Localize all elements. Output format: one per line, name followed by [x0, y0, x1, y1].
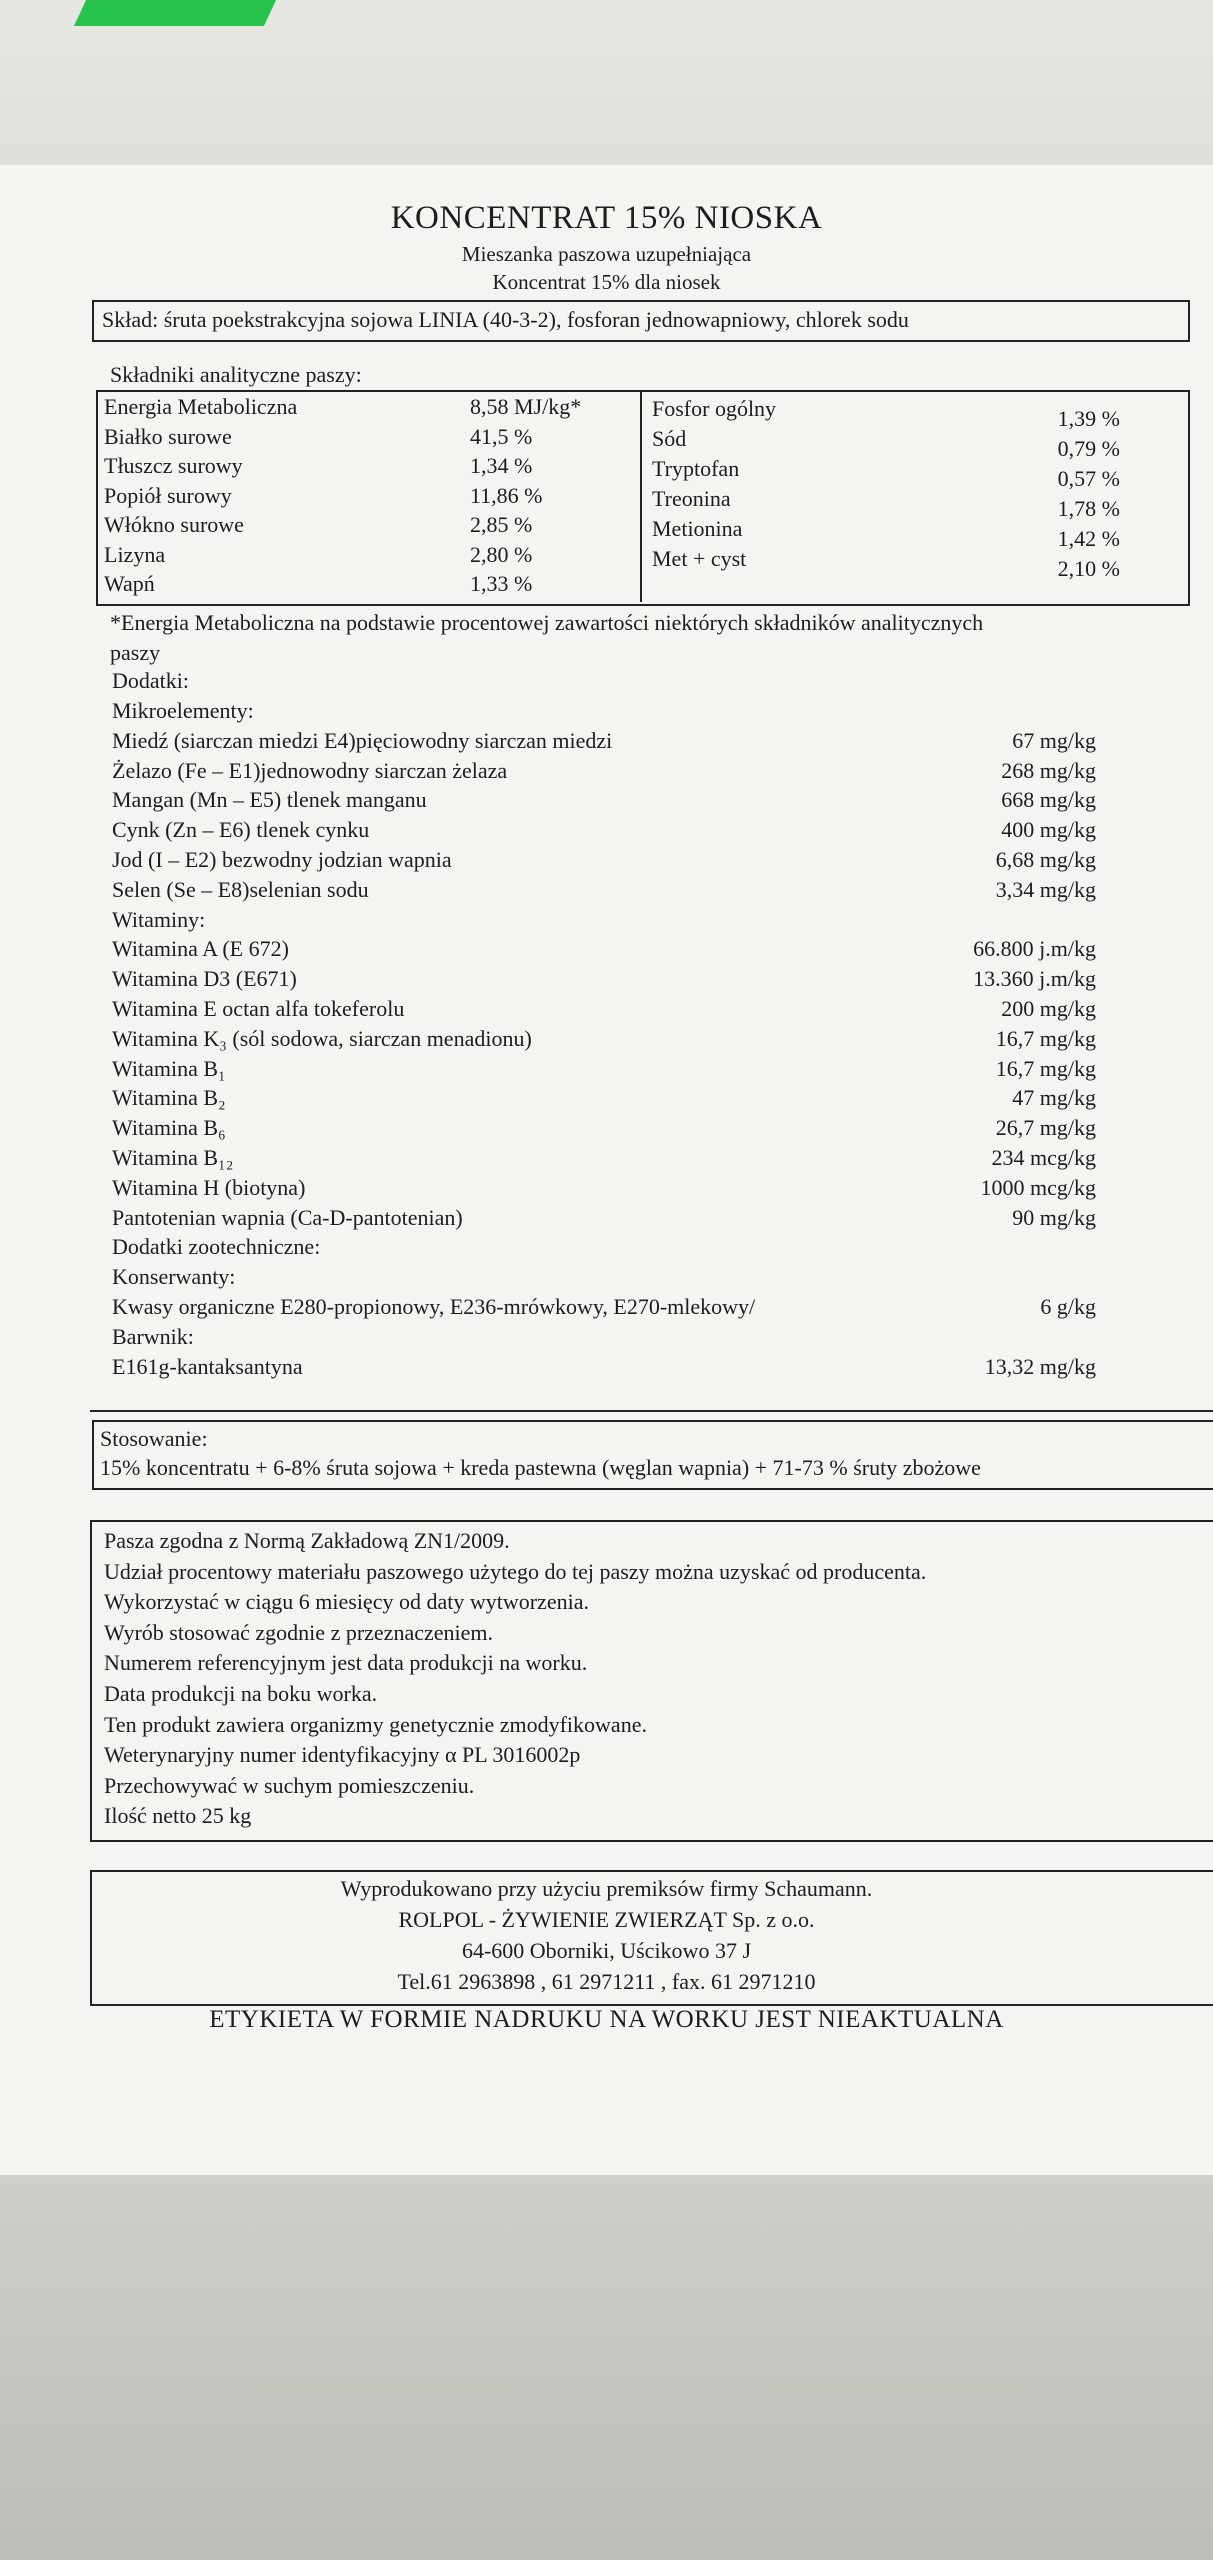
additive-name: Witamina D3 (E671)	[112, 966, 297, 992]
additive-value: 668 mg/kg	[1001, 787, 1096, 813]
additive-value: 67 mg/kg	[1012, 727, 1096, 753]
usage-text: 15% koncentratu + 6-8% śruta sojowa + kreda pastewna (węglan wapnia) + 71-73 % śruty zbożowe	[100, 1455, 981, 1480]
additive-name: Witaminy:	[112, 906, 206, 932]
additive-value: 6,68 mg/kg	[995, 847, 1096, 872]
additive-name: Mikroelementy:	[112, 698, 254, 723]
analytical-value: 1,33 %	[470, 571, 533, 596]
additive-value: 1000 mcg/kg	[980, 1174, 1096, 1200]
analytical-value: 1,42 %	[1057, 526, 1120, 551]
analytical-name: Tłuszcz surowy	[104, 453, 243, 478]
additive-value: 13.360 j.m/kg	[973, 966, 1096, 992]
additive-name: Dodatki zootechniczne:	[112, 1234, 321, 1260]
composition-text: Skład: śruta poekstrakcyjna sojowa LINIA (40-3-2), fosforan jednowapniowy, chlorek sodu	[102, 307, 909, 332]
analytical-value: 1,39 %	[1057, 406, 1120, 431]
additive-name: Barwnik:	[112, 1323, 194, 1349]
analytical-name: Tryptofan	[652, 456, 740, 481]
additive-name: Pantotenian wapnia (Ca-D-pantotenian)	[112, 1204, 463, 1230]
note-line: Udział procentowy materiału paszowego użytego do tej paszy można uzyskać od producenta.	[104, 1558, 927, 1584]
additive-value: 6 g/kg	[1040, 1294, 1096, 1319]
additive-value: 90 mg/kg	[1012, 1204, 1096, 1230]
additive-value: 3,34 mg/kg	[995, 876, 1096, 902]
additives-heading: Dodatki:	[112, 668, 189, 693]
additive-name: Cynk (Zn – E6) tlenek cynku	[112, 817, 370, 843]
additive-name: Mangan (Mn – E5) tlenek manganu	[112, 787, 427, 813]
note-line: Wykorzystać w ciągu 6 miesięcy od daty wytworzenia.	[104, 1589, 589, 1615]
analytical-heading: Składniki analityczne paszy:	[110, 362, 362, 387]
additive-name: Jod (I – E2) bezwodny jodzian wapnia	[112, 847, 452, 872]
producer-line: Tel.61 2963898 , 61 2971211 , fax. 61 2971210	[397, 1969, 816, 1994]
additive-value: 400 mg/kg	[1001, 817, 1096, 843]
note-line: Przechowywać w suchym pomieszczeniu.	[104, 1772, 475, 1798]
analytical-name: Treonina	[652, 486, 731, 511]
additive-value: 16,7 mg/kg	[995, 1025, 1096, 1051]
analytical-value: 1,78 %	[1057, 496, 1120, 521]
note-line: Wyrób stosować zgodnie z przeznaczeniem.	[104, 1619, 493, 1645]
additive-name: Miedź (siarczan miedzi E4)pięciowodny siarczan miedzi	[112, 727, 613, 753]
footnote-line-2: paszy	[110, 640, 161, 665]
analytical-name: Popiół surowy	[104, 482, 232, 508]
analytical-name: Fosfor ogólny	[652, 396, 777, 421]
additive-name: Witamina B₂	[112, 1085, 226, 1111]
additive-value: 200 mg/kg	[1001, 996, 1096, 1021]
additive-value: 66.800 j.m/kg	[973, 936, 1096, 962]
rule-above-usage	[90, 1410, 1213, 1412]
analytical-name: Wapń	[104, 571, 155, 596]
additive-value: 26,7 mg/kg	[995, 1115, 1096, 1141]
analytical-value: 0,57 %	[1057, 466, 1120, 491]
analytical-value: 41,5 %	[470, 423, 533, 449]
green-strip	[74, 0, 276, 26]
producer-line: ROLPOL - ŻYWIENIE ZWIERZĄT Sp. z o.o.	[398, 1907, 815, 1932]
note-line: Ilość netto 25 kg	[104, 1803, 252, 1829]
additive-name: Witamina B₆	[112, 1115, 226, 1141]
subtitle-mixture: Mieszanka paszowa uzupełniająca	[461, 242, 752, 266]
analytical-value: 2,10 %	[1057, 556, 1120, 581]
additive-value: 16,7 mg/kg	[995, 1055, 1096, 1081]
analytical-name: Sód	[652, 426, 687, 451]
additive-name: Witamina B₁₂	[112, 1145, 234, 1170]
additive-name: E161g-kantaksantyna	[112, 1353, 303, 1379]
analytical-value: 8,58 MJ/kg*	[470, 394, 582, 419]
background-bottom	[0, 2170, 1213, 2560]
additive-name: Żelazo (Fe – E1)jednowodny siarczan żelaza	[112, 757, 508, 783]
composition-box	[92, 300, 1190, 342]
page-title: KONCENTRAT 15% NIOSKA	[390, 200, 823, 236]
analytical-value: 1,34 %	[470, 453, 533, 478]
note-line: Pasza zgodna z Normą Zakładową ZN1/2009.	[104, 1528, 510, 1553]
additive-value: 13,32 mg/kg	[984, 1353, 1096, 1379]
analytical-value: 0,79 %	[1057, 436, 1120, 461]
additive-name: Witamina K₃ (sól sodowa, siarczan menadionu)	[112, 1025, 532, 1051]
analytical-name: Włókno surowe	[104, 512, 244, 537]
usage-box	[92, 1420, 1213, 1490]
additive-name: Witamina E octan alfa tokeferolu	[112, 996, 405, 1021]
analytical-name: Białko surowe	[104, 423, 232, 449]
producer-line: Wyprodukowano przy użyciu premiksów firmy Schaumann.	[340, 1876, 873, 1901]
disclaimer: ETYKIETA W FORMIE NADRUKU NA WORKU JEST NIEAKTUALNA	[209, 2006, 1004, 2033]
usage-heading: Stosowanie:	[100, 1426, 208, 1451]
analytical-divider	[640, 392, 642, 602]
note-line: Data produkcji na boku worka.	[104, 1681, 378, 1706]
analytical-value: 2,85 %	[470, 512, 533, 537]
note-line: Ten produkt zawiera organizmy genetycznie zmodyfikowane.	[104, 1711, 647, 1737]
footnote-line-1: *Energia Metaboliczna na podstawie procentowej zawartości niektórych składników analitycznych	[110, 610, 984, 635]
note-line: Weterynaryjny numer identyfikacyjny α PL 3016002p	[104, 1742, 581, 1768]
additive-value: 234 mcg/kg	[991, 1145, 1096, 1170]
subtitle-concentrate: Koncentrat 15% dla niosek	[492, 270, 721, 294]
additive-name: Witamina H (biotyna)	[112, 1174, 306, 1200]
additive-name: Konserwanty:	[112, 1264, 236, 1290]
analytical-value: 2,80 %	[470, 541, 533, 567]
additive-name: Witamina B₁	[112, 1055, 226, 1081]
analytical-name: Energia Metaboliczna	[104, 394, 298, 419]
note-line: Numerem referencyjnym jest data produkcji na worku.	[104, 1650, 588, 1676]
additive-name: Selen (Se – E8)selenian sodu	[112, 876, 369, 902]
analytical-name: Lizyna	[104, 541, 166, 567]
additive-value: 268 mg/kg	[1001, 757, 1096, 783]
analytical-value: 11,86 %	[470, 482, 543, 508]
analytical-name: Metionina	[652, 516, 743, 541]
additive-value: 47 mg/kg	[1012, 1085, 1096, 1111]
additive-name: Witamina A (E 672)	[112, 936, 289, 962]
analytical-name: Met + cyst	[652, 546, 747, 571]
additive-name: Kwasy organiczne E280-propionowy, E236-mrówkowy, E270-mlekowy/	[112, 1294, 756, 1319]
producer-line: 64-600 Oborniki, Uścikowo 37 J	[461, 1938, 752, 1963]
